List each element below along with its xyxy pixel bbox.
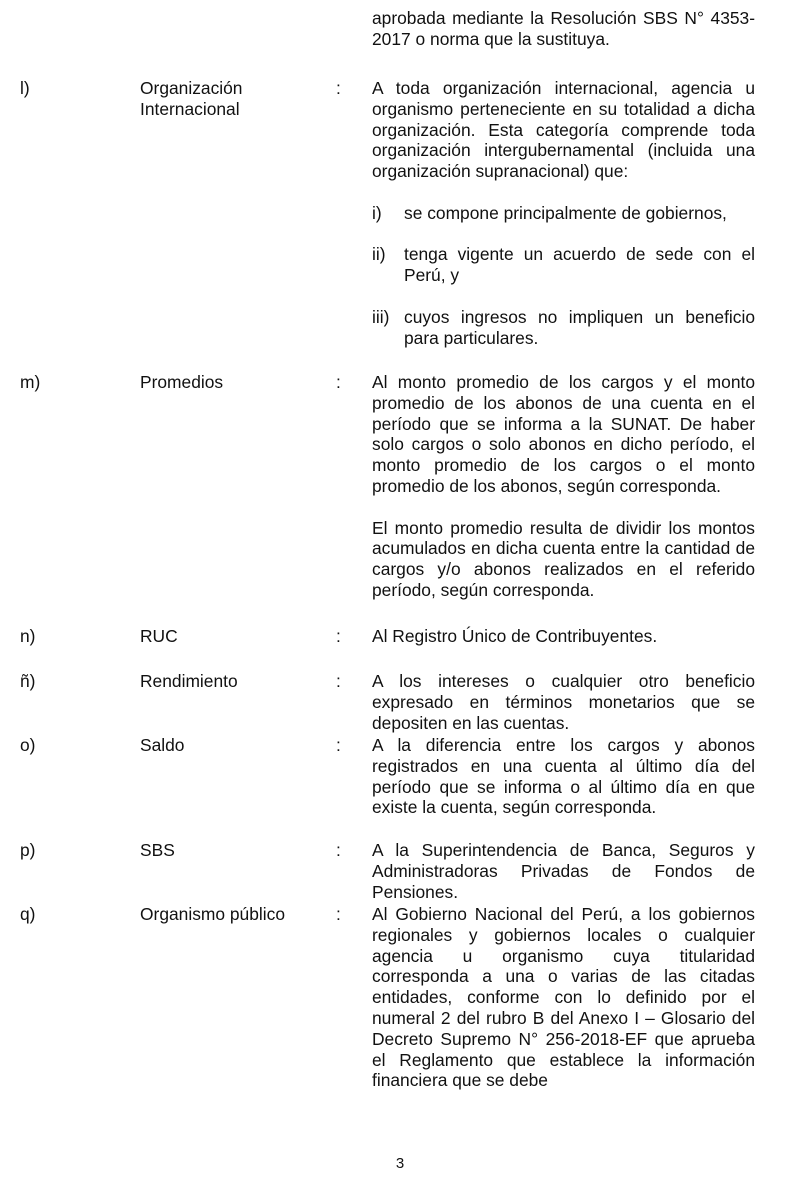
- item-definition: Al Registro Único de Contribuyentes.: [372, 626, 658, 646]
- definition-paragraph: El monto promedio resulta de dividir los montos acumulados en dicha cuenta entre la cantidad de cargos y/o abonos realizados en el referido período, según corresponda.: [372, 517, 755, 600]
- item-letter: p): [20, 840, 36, 860]
- subitem-text: cuyos ingresos no impliquen un beneficio para particulares.: [404, 306, 755, 348]
- item-colon: :: [336, 372, 341, 392]
- subitem: [372, 307, 755, 349]
- item-colon: :: [336, 671, 341, 691]
- subitem: [372, 203, 755, 224]
- item-definition: Al Gobierno Nacional del Perú, a los gobiernos regionales y gobiernos locales o cualquier agencia u organismo cuya titularidad corresponda a una o varias de las citadas entidades, conforme con lo definido por el numeral 2 del rubro B del Anexo I – Glosario del Decreto Supremo N° 256-2018-EF que aprueba el Reglamento que establece la información financiera que se debe: [372, 904, 755, 1091]
- item-colon: :: [336, 904, 341, 924]
- item-definition: A la diferencia entre los cargos y abonos registrados en una cuenta al último día del período que se informa o al último día en que existe la cuenta, según corresponda.: [372, 735, 755, 818]
- subitem-number: i): [372, 202, 382, 223]
- page-number: 3: [395, 1155, 405, 1172]
- item-term: Promedios: [140, 372, 224, 392]
- item-term: Organización Internacional: [140, 78, 243, 119]
- item-letter: q): [20, 904, 36, 924]
- item-term: Rendimiento: [140, 671, 238, 691]
- item-letter: l): [20, 78, 30, 98]
- item-definition: A los intereses o cualquier otro beneficio expresado en términos monetarios que se depositen en las cuentas.: [372, 671, 755, 733]
- subitem-text: se compone principalmente de gobiernos,: [404, 202, 727, 223]
- item-letter: o): [20, 735, 36, 755]
- item-colon: :: [336, 78, 341, 98]
- item-term: RUC: [140, 626, 178, 646]
- item-term: SBS: [140, 840, 175, 860]
- definition-intro: A toda organización internacional, agencia u organismo perteneciente en su totalidad a dicha organización. Esta categoría comprende toda organización intergubernamental (incluida una organización supranacional) que:: [372, 78, 755, 182]
- item-letter: m): [20, 372, 41, 392]
- item-definition: [372, 372, 755, 601]
- item-colon: :: [336, 840, 341, 860]
- item-letter: ñ): [20, 671, 36, 691]
- item-definition: [372, 78, 755, 348]
- item-letter: n): [20, 626, 36, 646]
- item-term: Organismo público: [140, 904, 285, 924]
- item-term: Saldo: [140, 735, 185, 755]
- subitem-number: ii): [372, 244, 386, 265]
- item-definition: A la Superintendencia de Banca, Seguros y Administradoras Privadas de Fondos de Pensiones.: [372, 840, 755, 902]
- subitem-number: iii): [372, 306, 390, 327]
- continuation-text: aprobada mediante la Resolución SBS N° 4353-2017 o norma que la sustituya.: [372, 8, 755, 49]
- subitem: [372, 244, 755, 286]
- item-colon: :: [336, 626, 341, 646]
- item-colon: :: [336, 735, 341, 755]
- definition-paragraph: Al monto promedio de los cargos y el monto promedio de los abonos de una cuenta en el período que se informa a la SUNAT. De haber solo cargos o solo abonos en dicho período, el monto promedio de los cargos o el monto promedio de los abonos, según corresponda.: [372, 372, 755, 496]
- subitem-text: tenga vigente un acuerdo de sede con el Perú, y: [404, 244, 755, 286]
